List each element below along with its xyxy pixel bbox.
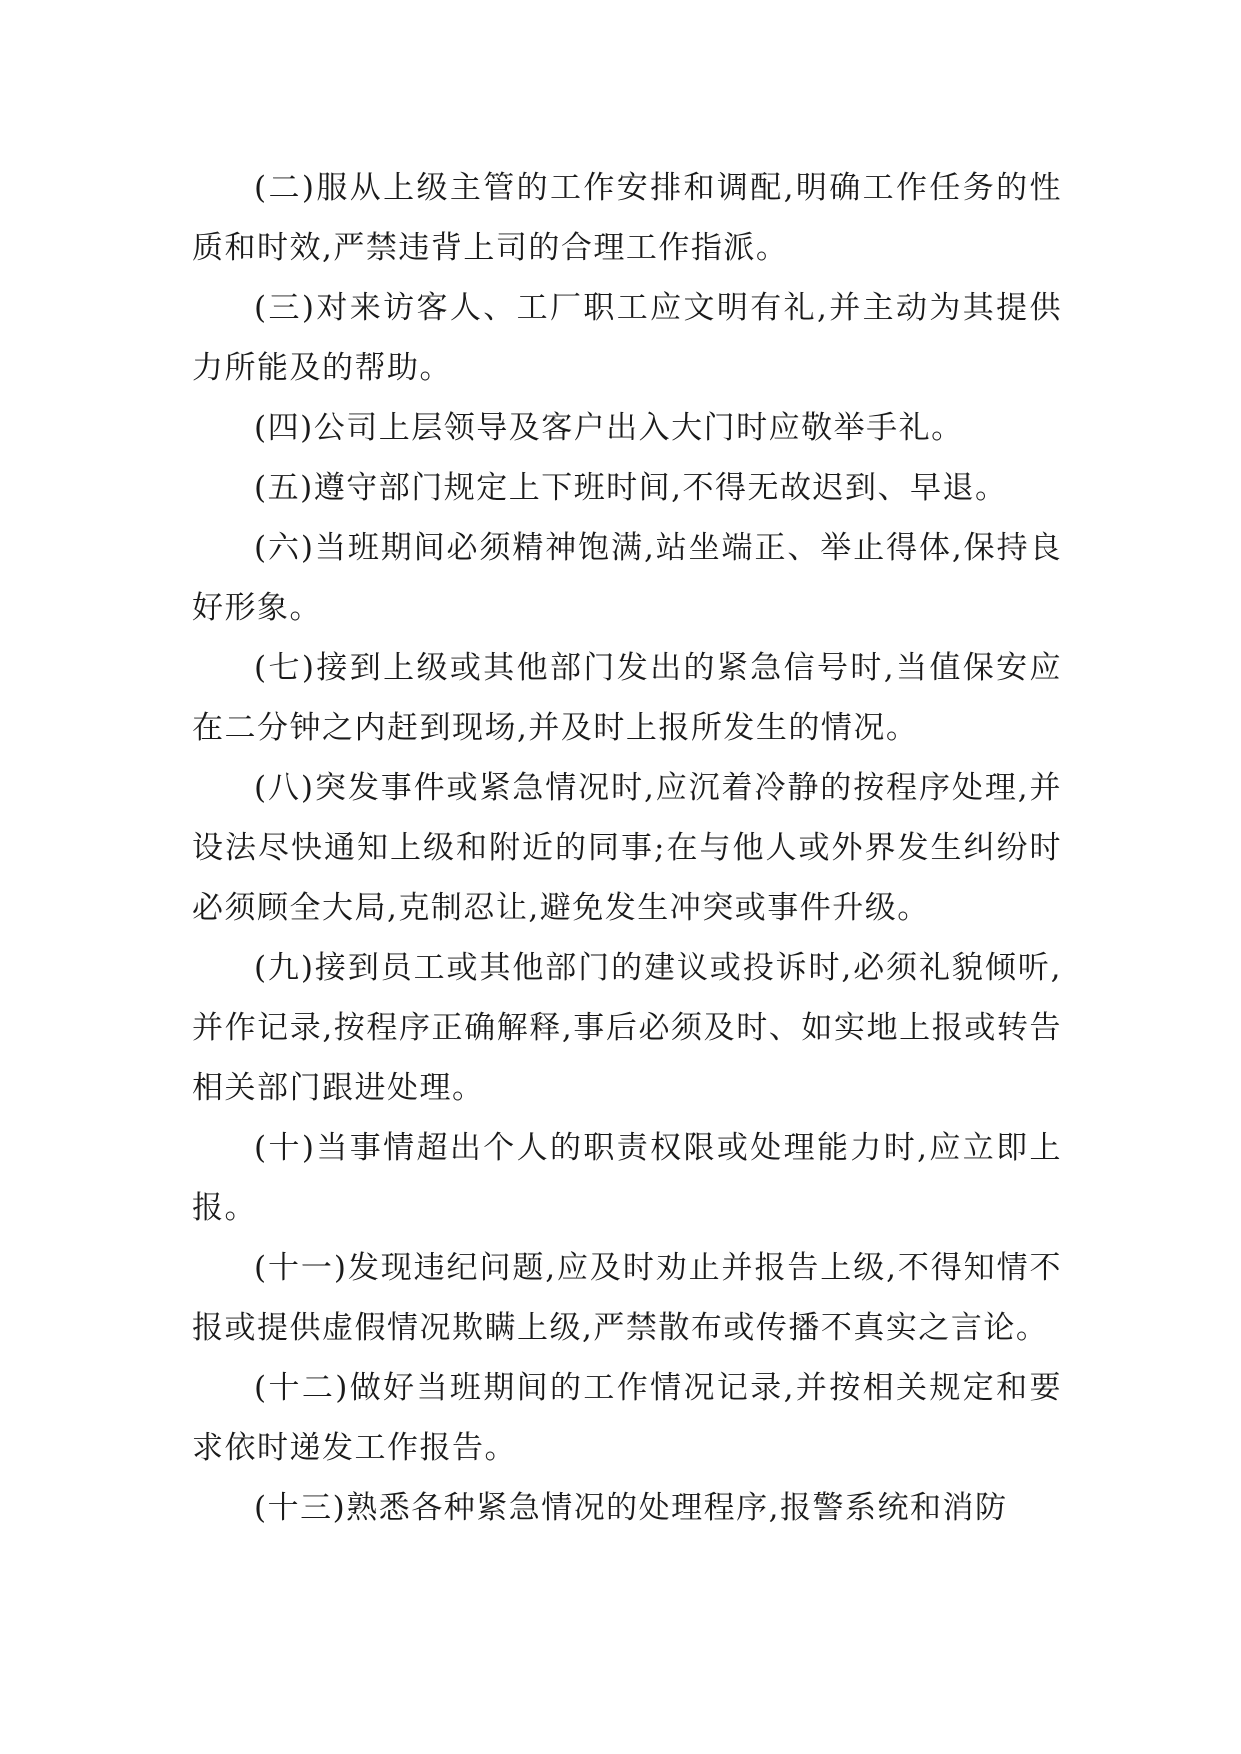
paragraph-8: (八)突发事件或紧急情况时,应沉着冷静的按程序处理,并设法尽快通知上级和附近的同事;在与他人或外界发生纠纷时必须顾全大局,克制忍让,避免发生冲突或事件升级。 xyxy=(192,770,1062,926)
paragraph-13: (十三)熟悉各种紧急情况的处理程序,报警系统和消防 xyxy=(254,1490,1008,1526)
paragraph-5: (五)遵守部门规定上下班时间,不得无故迟到、早退。 xyxy=(254,470,1008,506)
paragraph-3: (三)对来访客人、工厂职工应文明有礼,并主动为其提供力所能及的帮助。 xyxy=(192,290,1062,386)
paragraph-2: (二)服从上级主管的工作安排和调配,明确工作任务的性质和时效,严禁违背上司的合理工作指派。 xyxy=(192,170,1062,266)
paragraph-4: (四)公司上层领导及客户出入大门时应敬举手礼。 xyxy=(254,410,964,446)
paragraph-11: (十一)发现违纪问题,应及时劝止并报告上级,不得知情不报或提供虚假情况欺瞒上级,严禁散布或传播不真实之言论。 xyxy=(192,1250,1062,1346)
paragraph-7: (七)接到上级或其他部门发出的紧急信号时,当值保安应在二分钟之内赶到现场,并及时上报所发生的情况。 xyxy=(192,650,1062,746)
paragraph-9: (九)接到员工或其他部门的建议或投诉时,必须礼貌倾听,并作记录,按程序正确解释,事后必须及时、如实地上报或转告相关部门跟进处理。 xyxy=(192,950,1062,1106)
document-body xyxy=(192,158,1062,1538)
paragraph-10: (十)当事情超出个人的职责权限或处理能力时,应立即上报。 xyxy=(192,1130,1062,1226)
paragraph-6: (六)当班期间必须精神饱满,站坐端正、举止得体,保持良好形象。 xyxy=(192,530,1062,626)
paragraph-12: (十二)做好当班期间的工作情况记录,并按相关规定和要求依时递发工作报告。 xyxy=(192,1370,1062,1466)
